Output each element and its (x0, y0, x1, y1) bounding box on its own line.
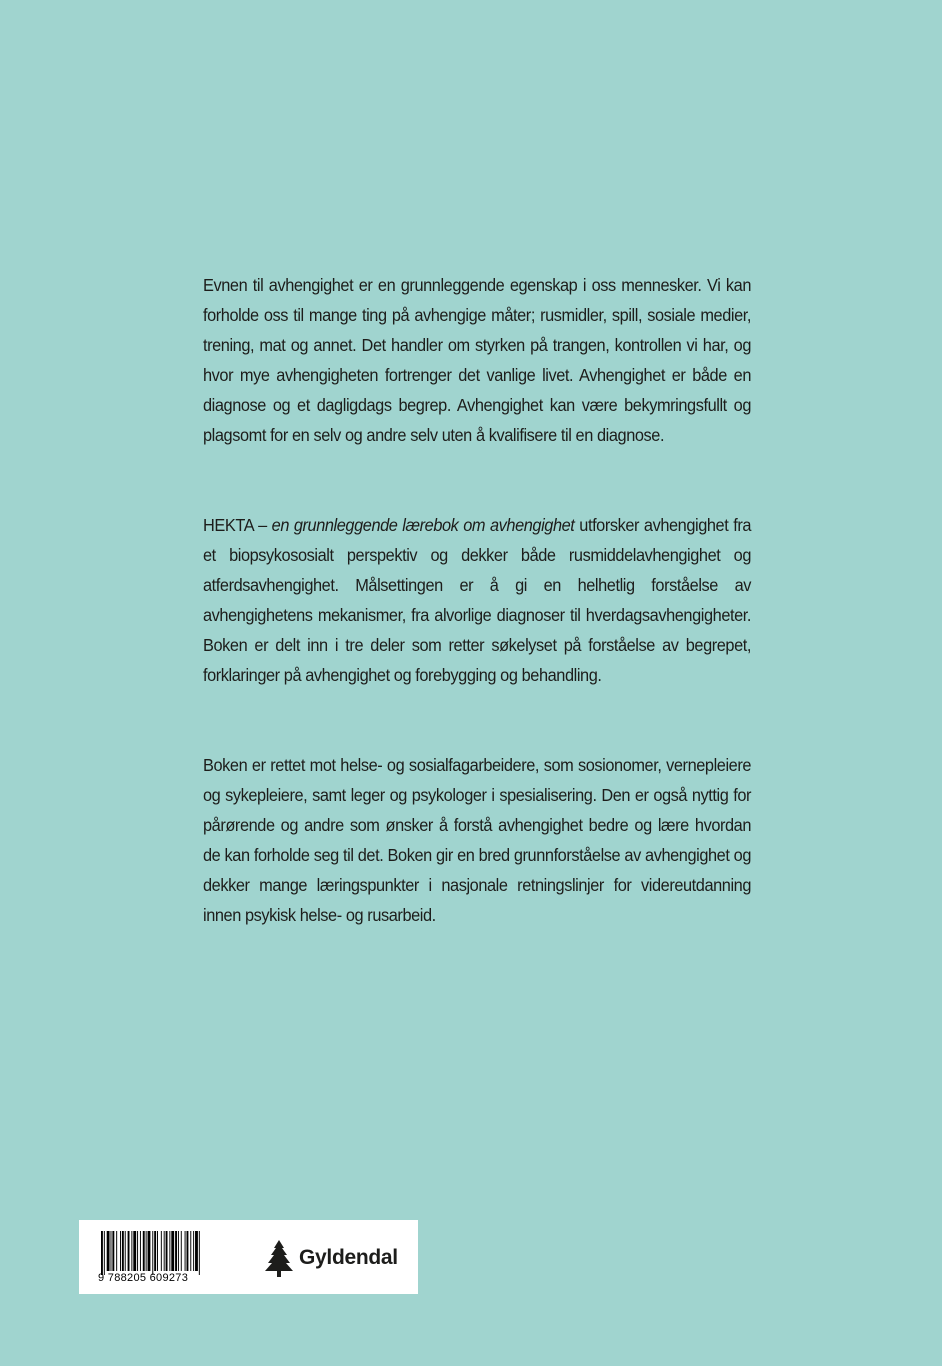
barcode-bar (143, 1231, 145, 1271)
barcode-bar (131, 1231, 132, 1271)
barcode-bar (195, 1231, 198, 1271)
barcode-bar (128, 1231, 130, 1271)
back-cover-blurb (203, 270, 751, 930)
barcode-bar (146, 1231, 147, 1271)
barcode-bar (152, 1231, 153, 1275)
barcode-bar (166, 1231, 168, 1271)
barcode-bar (171, 1231, 174, 1271)
publisher-logo (263, 1238, 398, 1278)
barcode-bar (148, 1231, 151, 1271)
barcode-bar (161, 1231, 162, 1271)
book-title-lead: HEKTA – (203, 515, 272, 535)
barcode-bar (122, 1231, 124, 1271)
barcode-bar (154, 1231, 156, 1271)
barcode-bar (164, 1231, 165, 1271)
book-subtitle: en grunnleggende lærebok om avhengighet (271, 515, 575, 535)
barcode-bar (125, 1231, 126, 1271)
barcode-bar (111, 1231, 112, 1271)
blurb-paragraph-3: Boken er rettet mot helse- og sosialfagarbeidere, som sosionomer, vernepleiere og sykepleiere, samt leger og psykologer i spesialisering. Den er også nyttig for pårørende og andre som ønsker å forstå avhengighet bedre og lære hvordan de kan forholde seg til det. Boken gir en bred grunnforståelse av avhengighet og dekker mange læringspunkter i nasjonale retningslinjer for videreutdanning innen psykisk helse- og rusarbeid. (203, 755, 752, 925)
tree-icon (263, 1238, 295, 1278)
isbn-digits: 9 788205 609273 (98, 1272, 189, 1284)
barcode-bar (187, 1231, 189, 1271)
barcode-bar (133, 1231, 136, 1271)
barcode-bar (104, 1231, 105, 1275)
barcode-bar (120, 1231, 121, 1271)
barcode-bar (185, 1231, 186, 1271)
barcode-bar (112, 1231, 114, 1271)
publisher-name: Gyldendal (299, 1246, 398, 1269)
barcode-bar (193, 1231, 194, 1271)
barcode-bar (178, 1231, 179, 1271)
barcode-bar (181, 1231, 182, 1271)
barcode-bar (116, 1231, 117, 1271)
barcode-bar (169, 1231, 170, 1271)
blurb-paragraph-1: Evnen til avhengighet er en grunnleggende egenskap i oss mennesker. Vi kan forholde oss til mange ting på avhengige måter; rusmidler, spill, sosiale medier, trening, mat og annet. Det handler om styrken på trangen, kontrollen vi har, og hvor mye avhengigheten fortrenger det vanlige livet. Avhengighet er både en diagnose og et dagligdags begrep. Avhengighet kan være bekymringsfullt og plagsomt for en selv og andre selv uten å kvalifisere til en diagnose. (203, 275, 752, 445)
barcode-bar (199, 1231, 200, 1275)
barcode-bar (190, 1231, 191, 1271)
barcode-bar (157, 1231, 158, 1271)
barcode-panel (79, 1220, 418, 1294)
barcode-bar (137, 1231, 138, 1271)
blurb-paragraph-2-text: utforsker avhengighet fra et biopsykososialt perspektiv og dekker både rusmiddelavhengighet og atferdsavhengighet. Målsettingen er å gi en helhetlig forståelse av avhengighetens mekanismer, fra alvorlige diagnoser til hverdagsavhengigheter. Boken er delt inn i tre deler som retter søkelyset på forståelse av begrepet, forklaringer på avhengighet og forebygging og behandling. (203, 515, 752, 685)
barcode-bar (140, 1231, 141, 1271)
barcode-bar (101, 1231, 103, 1275)
barcode-bar (107, 1231, 110, 1271)
barcode-bar (175, 1231, 177, 1271)
blurb-paragraph-2 (203, 510, 751, 690)
